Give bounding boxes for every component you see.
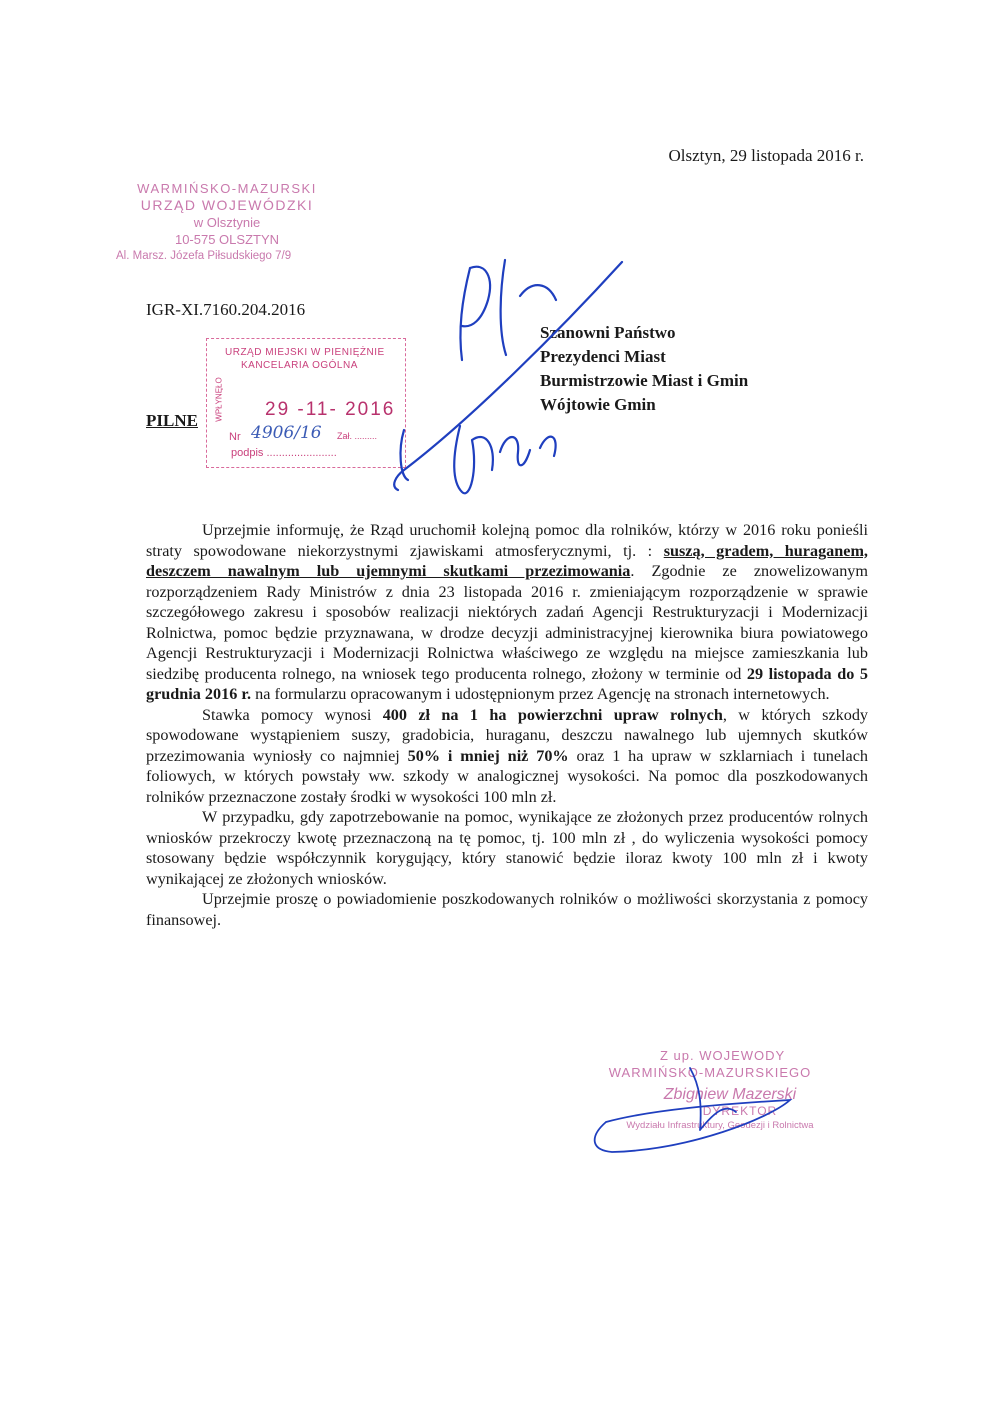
addressee-line: Wójtowie Gmin [540, 395, 656, 414]
urgent-label: PILNE [146, 411, 198, 430]
paragraph: W przypadku, gdy zapotrzebowanie na pomoc, wynikające ze złożonych przez producentów rolnych wniosków przekroczy kwotę przeznaczoną na tę pomoc, tj. 100 mln zł , do wyliczenia wysokości pomocy stosowany będzie współczynnik korygujący, który stanowić będzie iloraz kwoty 100 mln zł i kwoty wynikającej ze złożonych wniosków. [146, 808, 868, 888]
emphasis-bold: 50% i mniej niż 70% [407, 746, 569, 765]
sender-stamp-line2: URZĄD WOJEWÓDZKI [140, 197, 314, 213]
signature-stamp-line1: Z up. WOJEWODY [660, 1048, 786, 1063]
handwritten-annotation [401, 430, 408, 480]
letter-date: Olsztyn, 29 listopada 2016 r. [668, 146, 864, 165]
text-run: Stawka pomocy wynosi [202, 705, 383, 724]
sender-stamp-line4: 10-575 OLSZTYN [174, 232, 280, 247]
addressee-line: Szanowni Państwo [540, 323, 676, 342]
text-run: na formularzu opracowanym i udostępnionym przez Agencję na stronach internetowych. [251, 685, 830, 703]
sender-stamp-line5: Al. Marsz. Józefa Piłsudskiego 7/9 [116, 250, 292, 262]
received-stamp-zal: Zał. ......... [337, 431, 378, 441]
text-run: , w których szkody spowodowane wystąpieniem suszy, gradobicia, huraganu, deszczu nawalnego lub ujemnych skutków przezimowania wyniosły co najmniej [146, 705, 869, 765]
emphasis-underlined: suszą, gradem, huraganem, deszczem nawalnym lub ujemnymi skutkami przezimowania [146, 541, 868, 580]
sender-stamp-line1: WARMIŃSKO-MAZURSKI [137, 181, 317, 196]
emphasis-bold: 400 zł na 1 ha powierzchni upraw rolnych [382, 705, 723, 724]
reference-number: IGR-XI.7160.204.2016 [146, 300, 306, 319]
handwritten-annotation [454, 426, 555, 493]
received-stamp-podpis: podpis ....................... [231, 447, 337, 459]
emphasis-bold: 29 listopada do 5 grudnia 2016 r. [146, 664, 868, 703]
received-stamp-side: WPŁYNĘŁO [214, 377, 224, 422]
paragraph: Uprzejmie proszę o powiadomienie poszkodowanych rolników o możliwości skorzystania z pomocy finansowej. [146, 890, 868, 929]
text-run: oraz 1 ha upraw w szklarniach i tunelach foliowych, w których powstały ww. szkody w analogicznej wysokości. Na pomoc dla poszkodowanych rolników przeznaczone zostały środki w wysokości 100 mln zł. [146, 746, 868, 806]
text-run: Uprzejmie informuję, że Rząd uruchomił kolejną pomoc dla rolników, którzy w 2016 roku ponieśli straty spowodowane niekorzystnymi zjawiskami atmosferycznymi, tj. : [146, 521, 868, 560]
addressee-line: Burmistrzowie Miast i Gmin [540, 371, 749, 390]
handwritten-annotation [460, 267, 490, 360]
signature-stamp-title: DYREKTOR [702, 1104, 778, 1118]
sender-stamp-line3: w Olsztynie [193, 215, 261, 230]
addressee-line: Prezydenci Miast [540, 347, 666, 366]
signature-ink [595, 1100, 790, 1152]
handwritten-annotation [394, 262, 622, 490]
received-stamp-nr-label: Nr [229, 431, 241, 443]
received-stamp-header2: KANCELARIA OGÓLNA [241, 360, 358, 371]
received-stamp-header1: URZĄD MIEJSKI W PIENIĘŻNIE [225, 347, 385, 358]
signature-stamp-name: Zbigniew Mazerski [663, 1086, 797, 1103]
received-stamp-nr-value: 4906/16 [251, 423, 322, 443]
signature-ink [690, 1068, 736, 1130]
signature-stamp-line2: WARMIŃSKO-MAZURSKIEGO [608, 1065, 812, 1080]
signature-stamp-department: Wydziału Infrastruktury, Geodezji i Rolnictwa [626, 1120, 814, 1131]
text-run: . Zgodnie ze znowelizowanym rozporządzeniem Rady Ministrów z dnia 23 listopada 2016 r. zmieniającym rozporządzenie w sprawie szczegółowego zakresu i sposobów realizacji niektórych zadań Agencji Restrukturyzacji i Modernizacji Rolnictwa, pomoc będzie przyznawana, w drodze decyzji administracyjnej kierownika biura powiatowego Agencji Restrukturyzacji i Modernizacji Rolnictwa właściwego ze względu na miejsce zamieszkania lub siedzibę producenta rolnego, na wniosek tego producenta rolnego, złożony w terminie od [146, 562, 868, 683]
received-stamp-date: 29 -11- 2016 [265, 399, 396, 420]
